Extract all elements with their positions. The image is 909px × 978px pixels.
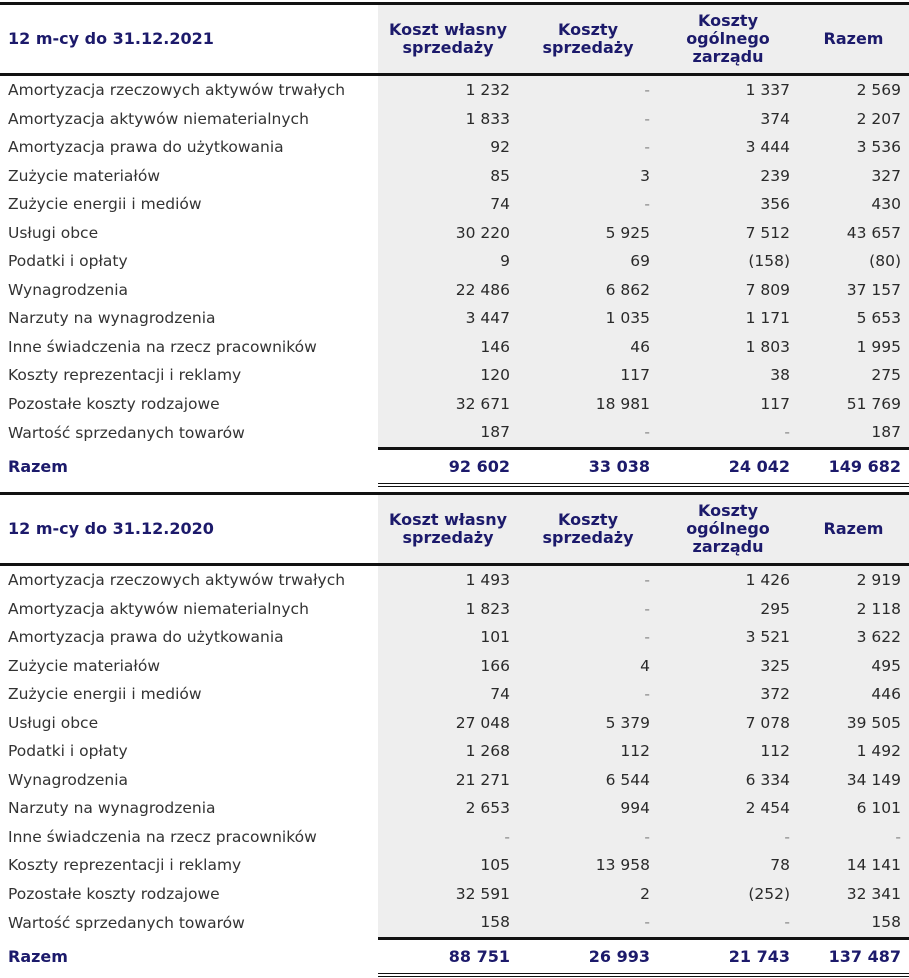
- table-row: [0, 105, 909, 134]
- cost-of-sales-cell: 2 653: [378, 794, 518, 823]
- row-label: Inne świadczenia na rzecz pracowników: [8, 337, 317, 356]
- admin-costs-cell: 325: [658, 652, 798, 681]
- cost-of-sales-cell: 9: [378, 247, 518, 276]
- table-header-row: [0, 4, 909, 75]
- total-row: [0, 448, 909, 485]
- cost-of-sales-cell: 1 823: [378, 595, 518, 624]
- admin-costs-cell: 295: [658, 595, 798, 624]
- cost-of-sales-cell: 92: [378, 133, 518, 162]
- selling-costs-cell: -: [518, 133, 658, 162]
- table-row: [0, 162, 909, 191]
- total-cell: 43 657: [798, 219, 909, 248]
- total-total-cell: 137 487: [798, 938, 909, 975]
- cost-of-sales-cell: 32 671: [378, 390, 518, 419]
- total-cell: 1 995: [798, 333, 909, 362]
- table-row: [0, 766, 909, 795]
- cost-of-sales-cell: -: [378, 823, 518, 852]
- table-row: [0, 565, 909, 595]
- admin-costs-cell: 7 809: [658, 276, 798, 305]
- cost-of-sales-cell: 1 833: [378, 105, 518, 134]
- admin-costs-cell: 78: [658, 851, 798, 880]
- total-cell: 495: [798, 652, 909, 681]
- cost-of-sales-cell: 32 591: [378, 880, 518, 909]
- column-header-admin-costs: Koszty ogólnego zarządu: [658, 4, 798, 75]
- row-label: Koszty reprezentacji i reklamy: [8, 856, 242, 875]
- selling-costs-cell: -: [518, 623, 658, 652]
- row-label: Zużycie materiałów: [8, 656, 160, 675]
- total-cell: 51 769: [798, 390, 909, 419]
- selling-costs-cell: -: [518, 908, 658, 938]
- total-label: Razem: [8, 946, 68, 966]
- selling-costs-cell: -: [518, 823, 658, 852]
- cost-of-sales-cell: 146: [378, 333, 518, 362]
- cost-of-sales-cell: 30 220: [378, 219, 518, 248]
- selling-costs-cell: 1 035: [518, 304, 658, 333]
- row-label: Amortyzacja rzeczowych aktywów trwałych: [8, 81, 346, 100]
- row-label: Amortyzacja prawa do użytkowania: [8, 138, 284, 157]
- selling-costs-cell: -: [518, 680, 658, 709]
- total-cell: 3 622: [798, 623, 909, 652]
- cost-of-sales-cell: 1 232: [378, 75, 518, 105]
- row-label: Wynagrodzenia: [8, 770, 129, 789]
- table-row: [0, 851, 909, 880]
- total-cell: 327: [798, 162, 909, 191]
- table-row: [0, 276, 909, 305]
- admin-costs-cell: 2 454: [658, 794, 798, 823]
- selling-costs-cell: 18 981: [518, 390, 658, 419]
- total-admin-costs-cell: 24 042: [658, 448, 798, 485]
- table-row: [0, 390, 909, 419]
- total-cell: 2 207: [798, 105, 909, 134]
- total-cell: 1 492: [798, 737, 909, 766]
- cost-table-2021: [0, 2, 909, 487]
- admin-costs-cell: 38: [658, 361, 798, 390]
- column-header-selling-costs: Koszty sprzedaży: [518, 4, 658, 75]
- total-cell: 3 536: [798, 133, 909, 162]
- total-label: Razem: [8, 456, 68, 476]
- table-row: [0, 247, 909, 276]
- total-cell: 2 919: [798, 565, 909, 595]
- selling-costs-cell: 994: [518, 794, 658, 823]
- period-heading: 12 m-cy do 31.12.2020: [0, 494, 378, 565]
- row-label: Podatki i opłaty: [8, 252, 128, 271]
- cost-of-sales-cell: 22 486: [378, 276, 518, 305]
- selling-costs-cell: 46: [518, 333, 658, 362]
- row-label: Narzuty na wynagrodzenia: [8, 309, 216, 328]
- selling-costs-cell: 6 862: [518, 276, 658, 305]
- row-label: Zużycie materiałów: [8, 166, 160, 185]
- admin-costs-cell: -: [658, 823, 798, 852]
- total-cell: 34 149: [798, 766, 909, 795]
- table-row: [0, 880, 909, 909]
- row-label: Wartość sprzedanych towarów: [8, 914, 245, 932]
- selling-costs-cell: 6 544: [518, 766, 658, 795]
- table-row: [0, 794, 909, 823]
- cost-table: [0, 492, 909, 977]
- column-header-cost-of-sales: Koszt własny sprzedaży: [378, 4, 518, 75]
- selling-costs-cell: 2: [518, 880, 658, 909]
- row-label: Amortyzacja aktywów niematerialnych: [8, 599, 309, 618]
- table-row: [0, 623, 909, 652]
- selling-costs-cell: -: [518, 75, 658, 105]
- table-row: [0, 190, 909, 219]
- table-row: [0, 709, 909, 738]
- cost-of-sales-cell: 120: [378, 361, 518, 390]
- cost-of-sales-cell: 21 271: [378, 766, 518, 795]
- cost-of-sales-cell: 85: [378, 162, 518, 191]
- admin-costs-cell: 1 337: [658, 75, 798, 105]
- selling-costs-cell: 112: [518, 737, 658, 766]
- admin-costs-cell: 239: [658, 162, 798, 191]
- cost-of-sales-cell: 1 493: [378, 565, 518, 595]
- admin-costs-cell: 112: [658, 737, 798, 766]
- column-header-total: Razem: [798, 494, 909, 565]
- table-body: [0, 75, 909, 485]
- selling-costs-cell: -: [518, 105, 658, 134]
- total-cell: (80): [798, 247, 909, 276]
- period-heading: 12 m-cy do 31.12.2021: [0, 4, 378, 75]
- table-row: [0, 219, 909, 248]
- admin-costs-cell: 356: [658, 190, 798, 219]
- row-label: Podatki i opłaty: [8, 742, 128, 761]
- column-header-admin-costs: Koszty ogólnego zarządu: [658, 494, 798, 565]
- admin-costs-cell: 374: [658, 105, 798, 134]
- column-header-selling-costs: Koszty sprzedaży: [518, 494, 658, 565]
- table-row: [0, 304, 909, 333]
- total-cost-of-sales-cell: 92 602: [378, 448, 518, 485]
- selling-costs-cell: 69: [518, 247, 658, 276]
- total-total-cell: 149 682: [798, 448, 909, 485]
- table-row: [0, 908, 909, 938]
- table-row: [0, 75, 909, 105]
- table-row: [0, 418, 909, 448]
- table-row: [0, 652, 909, 681]
- total-cell: 2 118: [798, 595, 909, 624]
- column-header-cost-of-sales: Koszt własny sprzedaży: [378, 494, 518, 565]
- cost-of-sales-cell: 74: [378, 680, 518, 709]
- table-row: [0, 361, 909, 390]
- row-label: Amortyzacja rzeczowych aktywów trwałych: [8, 571, 346, 590]
- admin-costs-cell: -: [658, 418, 798, 448]
- total-cell: 275: [798, 361, 909, 390]
- row-label: Amortyzacja aktywów niematerialnych: [8, 109, 309, 128]
- admin-costs-cell: (158): [658, 247, 798, 276]
- row-label: Usługi obce: [8, 223, 99, 242]
- total-cell: 2 569: [798, 75, 909, 105]
- row-label: Amortyzacja prawa do użytkowania: [8, 628, 284, 647]
- total-cell: 187: [798, 418, 909, 448]
- total-cell: 32 341: [798, 880, 909, 909]
- row-label: Wynagrodzenia: [8, 280, 129, 299]
- row-label: Inne świadczenia na rzecz pracowników: [8, 827, 317, 846]
- total-row: [0, 938, 909, 975]
- admin-costs-cell: 7 512: [658, 219, 798, 248]
- total-cell: 158: [798, 908, 909, 938]
- total-cell: 6 101: [798, 794, 909, 823]
- total-cell: 39 505: [798, 709, 909, 738]
- selling-costs-cell: 5 925: [518, 219, 658, 248]
- admin-costs-cell: 1 171: [658, 304, 798, 333]
- table-row: [0, 823, 909, 852]
- selling-costs-cell: 5 379: [518, 709, 658, 738]
- total-cell: 37 157: [798, 276, 909, 305]
- admin-costs-cell: 1 426: [658, 565, 798, 595]
- table-body: [0, 565, 909, 975]
- selling-costs-cell: 4: [518, 652, 658, 681]
- selling-costs-cell: 117: [518, 361, 658, 390]
- selling-costs-cell: -: [518, 418, 658, 448]
- row-label: Narzuty na wynagrodzenia: [8, 799, 216, 818]
- cost-of-sales-cell: 187: [378, 418, 518, 448]
- table-row: [0, 333, 909, 362]
- total-cell: -: [798, 823, 909, 852]
- selling-costs-cell: -: [518, 190, 658, 219]
- row-label: Pozostałe koszty rodzajowe: [8, 884, 220, 903]
- cost-of-sales-cell: 1 268: [378, 737, 518, 766]
- table-row: [0, 737, 909, 766]
- column-header-total: Razem: [798, 4, 909, 75]
- cost-of-sales-cell: 101: [378, 623, 518, 652]
- row-label: Koszty reprezentacji i reklamy: [8, 366, 242, 385]
- total-cell: 430: [798, 190, 909, 219]
- admin-costs-cell: -: [658, 908, 798, 938]
- table-row: [0, 133, 909, 162]
- cost-of-sales-cell: 158: [378, 908, 518, 938]
- row-label: Wartość sprzedanych towarów: [8, 424, 245, 442]
- row-label: Zużycie energii i mediów: [8, 685, 202, 704]
- cost-table-2020: [0, 492, 909, 977]
- total-cell: 14 141: [798, 851, 909, 880]
- selling-costs-cell: -: [518, 595, 658, 624]
- table-row: [0, 680, 909, 709]
- cost-of-sales-cell: 105: [378, 851, 518, 880]
- cost-of-sales-cell: 27 048: [378, 709, 518, 738]
- row-label: Zużycie energii i mediów: [8, 195, 202, 214]
- admin-costs-cell: 6 334: [658, 766, 798, 795]
- admin-costs-cell: 117: [658, 390, 798, 419]
- total-cost-of-sales-cell: 88 751: [378, 938, 518, 975]
- admin-costs-cell: (252): [658, 880, 798, 909]
- admin-costs-cell: 7 078: [658, 709, 798, 738]
- cost-of-sales-cell: 74: [378, 190, 518, 219]
- row-label: Usługi obce: [8, 713, 99, 732]
- cost-of-sales-cell: 3 447: [378, 304, 518, 333]
- admin-costs-cell: 372: [658, 680, 798, 709]
- selling-costs-cell: 3: [518, 162, 658, 191]
- admin-costs-cell: 3 521: [658, 623, 798, 652]
- total-admin-costs-cell: 21 743: [658, 938, 798, 975]
- selling-costs-cell: 13 958: [518, 851, 658, 880]
- cost-table: [0, 2, 909, 487]
- row-label: Pozostałe koszty rodzajowe: [8, 394, 220, 413]
- total-selling-costs-cell: 33 038: [518, 448, 658, 485]
- total-selling-costs-cell: 26 993: [518, 938, 658, 975]
- table-row: [0, 595, 909, 624]
- admin-costs-cell: 3 444: [658, 133, 798, 162]
- selling-costs-cell: -: [518, 565, 658, 595]
- admin-costs-cell: 1 803: [658, 333, 798, 362]
- total-cell: 5 653: [798, 304, 909, 333]
- cost-of-sales-cell: 166: [378, 652, 518, 681]
- table-header-row: [0, 494, 909, 565]
- total-cell: 446: [798, 680, 909, 709]
